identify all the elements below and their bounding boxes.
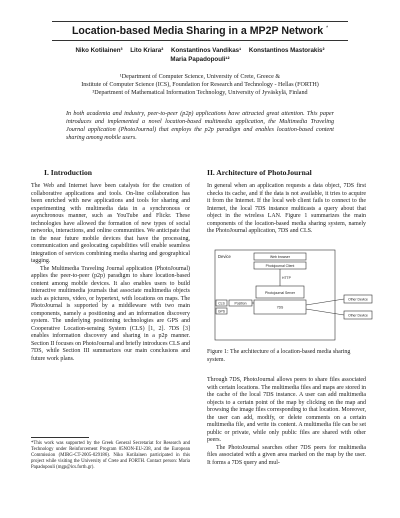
intro-paragraph-1: The Web and Internet have been catalysts for the creation of collaborative applications and tools. On-line collaboration has been enriched with new applications and tools for sharing and experimenting with multimedia data in a synchronous or asynchronous manner, such as YouTube and Flickr. These technologies have allowed the formation of new types of social networks, interactions, and online communities. We anticipate that in the near future mobile devices that have the processing, communication and geolocating capabilities will enable seamless integration of services combining media sharing and geographical tagging. bbox=[31, 183, 190, 264]
section-heading-architecture: II. Architecture of PhotoJournal bbox=[207, 168, 312, 177]
arch-paragraph-1: In general when an application requests a data object, 7DS first checks its cache, and if the data is not available, it tries to acquire it from the Internet. If the local web client fails to connect to the Internet, the local 7DS instance multicasts a query about that object in the wireless LAN. Figure 1 summarizes the main components of the location-based media sharing system, namely the PhotoJournal application, 7DS and CLS. bbox=[207, 183, 366, 234]
cls-label: CLS bbox=[218, 301, 225, 306]
architecture-text-bottom bbox=[207, 377, 366, 467]
author-kriara: Lito Kriara² bbox=[130, 47, 164, 54]
architecture-diagram bbox=[214, 249, 374, 341]
arch-paragraph-2: Through 7DS, PhotoJournal allows peers to share files associated with certain locations. The multimedia files and maps are stored in the cache of the local 7DS instance. A user can add multimedia objects to a certain point of the map by clicking on the map and browsing the image files corresponding to that location. Moreover, the user can add, modify, or delete comments on a certain multimedia file, and write its content. A multimedia file can be set public or private, while only public files are shared with other peers. bbox=[207, 377, 366, 443]
architecture-text-top bbox=[207, 183, 366, 236]
position-label: Position bbox=[234, 301, 247, 306]
affiliation-line-3: ³Department of Mathematical Information Technology, University of Jyväskylä, Finland bbox=[92, 90, 308, 97]
http-label: HTTP bbox=[282, 276, 291, 280]
photojournal-server-label: Photojournal Server bbox=[265, 291, 295, 295]
affiliations bbox=[30, 73, 370, 98]
title-rule-bottom bbox=[52, 40, 348, 41]
affiliation-line-1: ¹Department of Computer Science, University of Crete, Greece & bbox=[119, 74, 281, 80]
other-device-1-label: Other Device bbox=[348, 297, 368, 302]
section-heading-introduction: I. Introduction bbox=[44, 168, 92, 177]
author-vandikas: Konstantinos Vandikas¹ bbox=[171, 47, 242, 54]
architecture-figure bbox=[214, 249, 374, 341]
footnote-rule bbox=[31, 437, 89, 438]
figure-caption: Figure 1: The architecture of a location-based media sharing system. bbox=[207, 349, 351, 363]
paper-title bbox=[52, 25, 348, 37]
sevends-label: 7DS bbox=[276, 305, 284, 310]
author-list bbox=[40, 47, 360, 65]
device-label: Device bbox=[218, 254, 231, 259]
author-mastorakis: Konstantinos Mastorakis² bbox=[248, 47, 325, 54]
title-rule-top bbox=[52, 21, 348, 22]
gps-label: GPS bbox=[217, 309, 226, 314]
other-device-2-label: Other Device bbox=[348, 313, 368, 318]
author-kotilainen: Niko Kotilainen³ bbox=[75, 47, 123, 54]
web-browser-label: Web browser bbox=[270, 255, 290, 259]
author-papadopouli: Maria Papadopouli¹² bbox=[170, 55, 230, 63]
introduction-text bbox=[31, 183, 190, 363]
intro-paragraph-2: The Multimedia Traveling Journal application (PhotoJournal) applies the peer-to-peer (p2p) paradigm to share location-based content among mobile devices. It also enables users to build interactive multimedia journals that associate multimedia objects such as pictures, video, or hypertext, with locations on maps. The PhotoJournal is supported by a middleware with two main components, namely a positioning and an information discovery system. The underlying positioning technologies are GPS and Cooperative Location-sensing System (CLS) [1, 2]. 7DS [3] enables information discovery and sharing in a p2p manner. Section II focuses on PhotoJournal and briefly introduces CLS and 7DS, while Section III summarizes our main conclusions and future work plans. bbox=[31, 265, 190, 362]
arch-paragraph-3: The PhotoJournal searches other 7DS peers for multimedia files associated with a given area marked on the map by the user. It forms a 7DS query and mul- bbox=[207, 444, 366, 466]
link-other-device-1 bbox=[306, 299, 344, 305]
link-other-device-2 bbox=[306, 309, 344, 315]
footnote: *This work was supported by the Greek General Secretariat for Research and Technology under Reinforcement Program 05NON-EU-238, and the European Commission (MIRG-CT-2005-029186). Niko Kotilainen participated in this project while visiting the University of Crete and FORTH. Contact person: Maria Papadopouli (mgp@ics.forth.gr). bbox=[31, 441, 190, 470]
abstract: In both academia and industry, peer-to-peer (p2p) applications have attracted great attention. This paper introduces and implemented a novel location-based multimedia application, the Multimedia Traveling Journal application (PhotoJournal) that employs the p2p paradigm and enables location-based content sharing among mobile users. bbox=[66, 111, 334, 141]
photojournal-client-label: Photojournal Client bbox=[265, 264, 295, 268]
affiliation-line-2: Institute of Computer Science (ICS), Foundation for Research and Technology - Hellas (FORTH) bbox=[81, 82, 319, 89]
paper-title-text: Location-based Media Sharing in a MP2P Network bbox=[71, 25, 324, 37]
title-footnote-mark: * bbox=[326, 25, 329, 32]
